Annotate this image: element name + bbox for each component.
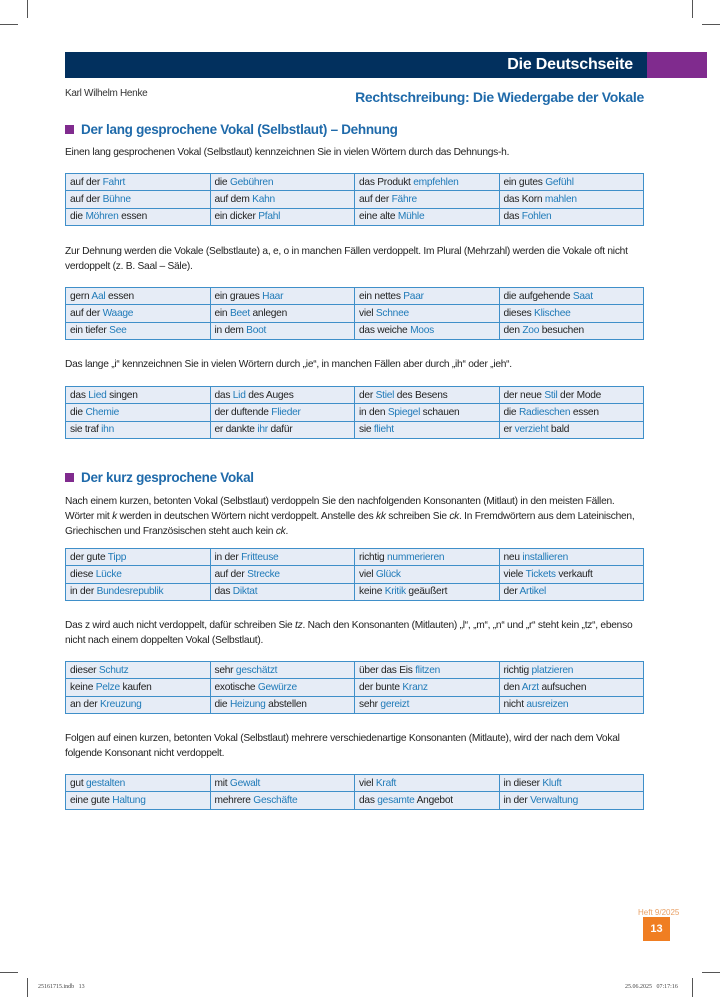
table-cell (210, 191, 355, 208)
highlighted-word: Kraft (375, 777, 397, 789)
paragraph-text: Nach einem kurzen, betonten Vokal (Selbstlaut) verdoppeln Sie den nachfolgenden Konsonanten (Mitlaut) in den meisten Fällen. Wörter mit (65, 496, 615, 522)
cell-context: singen (106, 389, 138, 401)
table-cell (66, 792, 211, 809)
table-cell (66, 404, 211, 421)
cell-context: ein gutes (503, 176, 546, 188)
cell-context: exotische (214, 681, 258, 693)
highlighted-word: Glück (375, 568, 401, 580)
italic-term: ck (275, 526, 286, 537)
paragraph-text: . In Fremdwörtern aus dem Lateinischen, Griechischen und Französischen steht auch kein (65, 511, 635, 537)
highlighted-word: Moos (410, 325, 434, 337)
highlighted-word: mahlen (544, 193, 577, 205)
highlighted-word: Pfahl (258, 211, 281, 223)
section-heading-text: Der kurz gesprochene Vokal (81, 470, 254, 485)
cell-context: essen (118, 211, 147, 223)
cell-context: diese (70, 568, 96, 580)
cell-context: das (503, 211, 522, 223)
table-row (66, 583, 644, 600)
square-bullet-icon (65, 125, 74, 134)
cell-context: das Korn (503, 193, 545, 205)
cell-context: der neue (503, 389, 545, 401)
cell-context: dieses (503, 307, 535, 319)
cell-context: das weiche (359, 325, 411, 337)
highlighted-word: Stil (544, 389, 558, 401)
table-cell (66, 421, 211, 438)
table-row (66, 421, 644, 438)
table-cell (210, 421, 355, 438)
cell-context: das (70, 389, 89, 401)
cell-context: das (214, 389, 233, 401)
highlighted-word: Tipp (107, 551, 127, 563)
slug-file: 25161715.indb 13 (38, 984, 85, 990)
cell-context: eine gute (70, 794, 113, 806)
table-cell (499, 679, 644, 696)
table-cell (355, 191, 500, 208)
table-cell (66, 583, 211, 600)
cell-context: auf der (70, 193, 103, 205)
highlighted-word: Möhren (85, 211, 119, 223)
highlighted-word: Haar (262, 290, 284, 302)
table-cell (210, 792, 355, 809)
highlighted-word: Heizung (229, 699, 266, 711)
cell-context: Angebot (414, 794, 453, 806)
paragraph: Folgen auf einen kurzen, betonten Vokal (Selbstlaut) mehrere verschiedenartige Konsonanten (Mitlaute), wird der nach dem Vokal folgende Konsonant nicht verdoppelt. (65, 733, 620, 759)
crop-mark (27, 0, 28, 18)
cell-context: ein nettes (359, 290, 404, 302)
cell-context: sie traf (70, 424, 102, 436)
cell-context: anlegen (249, 307, 287, 319)
table-row (66, 208, 644, 225)
paragraph-text: . Nach den Konsonanten (Mitlauten) „l“, „m“, „n“ und „r“ steht kein „tz“, ebenso nicht nach einem doppelten Vokal (Selbstlaut). (65, 620, 633, 646)
table-row (66, 191, 644, 208)
paragraph-text: werden in deutschen Wörtern nicht verdoppelt. Anstelle des (116, 511, 376, 522)
page-title: Rechtschreibung: Die Wiedergabe der Vokale (355, 89, 644, 105)
cell-context: die (503, 406, 519, 418)
highlighted-word: gereizt (380, 699, 410, 711)
cell-context: abstellen (265, 699, 307, 711)
highlighted-word: empfehlen (413, 176, 459, 188)
cell-context: gern (70, 290, 92, 302)
table-cell (499, 549, 644, 566)
highlighted-word: Spiegel (387, 406, 421, 418)
highlighted-word: Kritik (384, 586, 406, 598)
cell-context: der gute (70, 551, 108, 563)
table-cell (355, 387, 500, 404)
highlighted-word: See (109, 325, 127, 337)
table-cell (66, 322, 211, 339)
table-cell (355, 662, 500, 679)
italic-term: tz (295, 620, 303, 631)
cell-context: ein graues (214, 290, 263, 302)
highlighted-word: Gefühl (545, 176, 574, 188)
highlighted-word: Stiel (375, 389, 395, 401)
crop-mark (692, 978, 693, 997)
table-cell (355, 679, 500, 696)
table-cell (355, 404, 500, 421)
table-row (66, 679, 644, 696)
table-cell (66, 549, 211, 566)
highlighted-word: nummerieren (387, 551, 445, 563)
highlighted-word: Kluft (542, 777, 562, 789)
highlighted-word: Chemie (85, 406, 120, 418)
author-name: Karl Wilhelm Henke (65, 88, 148, 99)
table-cell (499, 387, 644, 404)
cell-context: der bunte (359, 681, 403, 693)
cell-context: auf der (214, 568, 248, 580)
cell-context: in der (503, 794, 531, 806)
cell-context: in dem (214, 325, 247, 337)
table-row (66, 322, 644, 339)
word-table (65, 386, 644, 439)
page-number: 13 (643, 917, 670, 941)
cell-context: geäußert (405, 586, 448, 598)
highlighted-word: Saat (572, 290, 593, 302)
cell-context: auf dem (214, 193, 253, 205)
cell-context: an der (70, 699, 100, 711)
cell-context: dieser (70, 664, 99, 676)
banner-title: Die Deutschseite (65, 52, 647, 78)
section-heading-text: Der lang gesprochene Vokal (Selbstlaut) – Dehnung (81, 122, 398, 137)
table-cell (355, 174, 500, 191)
cell-context: essen (105, 290, 134, 302)
highlighted-word: ausreizen (526, 699, 569, 711)
italic-term: ck (449, 511, 460, 522)
table-cell (210, 404, 355, 421)
section-heading (65, 470, 254, 485)
table-row (66, 792, 644, 809)
highlighted-word: Boot (246, 325, 267, 337)
paragraph: Das lange „i“ kennzeichnen Sie in vielen Wörtern durch „ie“, in manchen Fällen aber durch „ih“ oder „ieh“. (65, 359, 512, 370)
cell-context: gut (70, 777, 86, 789)
cell-context: in dieser (503, 777, 543, 789)
table-cell (210, 322, 355, 339)
highlighted-word: verzieht (514, 424, 549, 436)
table-cell (355, 322, 500, 339)
cell-context: ein tiefer (70, 325, 110, 337)
cell-context: das (359, 794, 378, 806)
highlighted-word: Diktat (232, 586, 258, 598)
highlighted-word: Haltung (112, 794, 146, 806)
cell-context: die aufgehende (503, 290, 573, 302)
word-table (65, 287, 644, 340)
table-cell (66, 288, 211, 305)
highlighted-word: Gewalt (229, 777, 261, 789)
table-cell (66, 208, 211, 225)
italic-term: k (112, 511, 117, 522)
table-cell (210, 566, 355, 583)
cell-context: sehr (214, 664, 236, 676)
issue-label: Heft 9/2025 (638, 908, 680, 917)
highlighted-word: flieht (373, 424, 394, 436)
highlighted-word: ihr (257, 424, 268, 436)
highlighted-word: Kreuzung (99, 699, 142, 711)
table-cell (499, 792, 644, 809)
cell-context: keine (359, 586, 385, 598)
paragraph (65, 618, 645, 648)
highlighted-word: gesamte (377, 794, 415, 806)
highlighted-word: Strecke (247, 568, 280, 580)
cell-context: auf der (359, 193, 392, 205)
banner-accent (647, 52, 707, 78)
table-cell (66, 696, 211, 713)
cell-context: nicht (503, 699, 527, 711)
table-row (66, 662, 644, 679)
table-cell (66, 191, 211, 208)
cell-context: richtig (359, 551, 388, 563)
cell-context: der (359, 389, 376, 401)
cell-context: die (70, 211, 86, 223)
crop-mark (27, 978, 28, 997)
cell-context: der Mode (557, 389, 602, 401)
cell-context: das (214, 586, 233, 598)
highlighted-word: Arzt (521, 681, 539, 693)
highlighted-word: Lücke (95, 568, 122, 580)
cell-context: über das Eis (359, 664, 416, 676)
highlighted-word: gestalten (86, 777, 126, 789)
cell-context: in der (214, 551, 242, 563)
table-cell (210, 679, 355, 696)
table-cell (499, 305, 644, 322)
highlighted-word: Schnee (375, 307, 409, 319)
table-row (66, 305, 644, 322)
table-cell (210, 549, 355, 566)
cell-context: sie (359, 424, 374, 436)
paragraph-text: . (285, 526, 289, 537)
cell-context: mit (214, 777, 230, 789)
table-cell (355, 583, 500, 600)
highlighted-word: Tickets (525, 568, 556, 580)
highlighted-word: Fritteuse (241, 551, 279, 563)
table-row (66, 404, 644, 421)
highlighted-word: Gewürze (257, 681, 297, 693)
table-cell (499, 583, 644, 600)
italic-term: kk (376, 511, 386, 522)
cell-context: mehrere (214, 794, 254, 806)
table-cell (210, 288, 355, 305)
cell-context: auf der (70, 307, 103, 319)
highlighted-word: Fähre (391, 193, 417, 205)
cell-context: eine alte (359, 211, 398, 223)
table-cell (66, 174, 211, 191)
crop-mark (0, 24, 18, 25)
cell-context: die (70, 406, 86, 418)
table-cell (499, 288, 644, 305)
highlighted-word: Kranz (402, 681, 428, 693)
table-cell (66, 662, 211, 679)
cell-context: des Besens (394, 389, 448, 401)
highlighted-word: Paar (403, 290, 424, 302)
cell-context: auf der (70, 176, 103, 188)
cell-context: den (503, 681, 522, 693)
cell-context: des Auges (245, 389, 294, 401)
cell-context: viel (359, 568, 376, 580)
cell-context: den (503, 325, 523, 337)
square-bullet-icon (65, 473, 74, 482)
cell-context: viel (359, 777, 376, 789)
paragraph-text: Das z wird auch nicht verdoppelt, dafür schreiben Sie (65, 620, 295, 631)
highlighted-word: Beet (229, 307, 250, 319)
cell-context: er dankte (214, 424, 258, 436)
cell-context: dafür (267, 424, 293, 436)
table-cell (355, 288, 500, 305)
word-table (65, 774, 644, 810)
cell-context: der duftende (214, 406, 272, 418)
table-cell (499, 662, 644, 679)
table-cell (210, 583, 355, 600)
paragraph: Einen lang gesprochenen Vokal (Selbstlaut) kennzeichnen Sie in vielen Wörtern durch das Dehnungs-h. (65, 147, 510, 158)
cell-context: die (214, 699, 230, 711)
highlighted-word: Aal (91, 290, 106, 302)
cell-context: schauen (420, 406, 460, 418)
cell-context: sehr (359, 699, 381, 711)
table-cell (355, 208, 500, 225)
cell-context: besuchen (539, 325, 584, 337)
table-cell (355, 305, 500, 322)
table-row (66, 549, 644, 566)
table-cell (210, 775, 355, 792)
table-row (66, 566, 644, 583)
table-cell (66, 305, 211, 322)
cell-context: kaufen (119, 681, 152, 693)
highlighted-word: geschätzt (235, 664, 278, 676)
table-cell (499, 566, 644, 583)
highlighted-word: Waage (102, 307, 134, 319)
highlighted-word: ihn (101, 424, 115, 436)
table-row (66, 775, 644, 792)
table-cell (66, 679, 211, 696)
highlighted-word: Zoo (522, 325, 540, 337)
table-cell (210, 305, 355, 322)
highlighted-word: Fohlen (521, 211, 552, 223)
section-heading (65, 122, 398, 137)
table-cell (355, 696, 500, 713)
table-row (66, 174, 644, 191)
cell-context: bald (548, 424, 570, 436)
highlighted-word: Bundesrepublik (96, 586, 164, 598)
cell-context: viele (503, 568, 526, 580)
highlighted-word: installieren (522, 551, 569, 563)
table-cell (355, 421, 500, 438)
highlighted-word: Bühne (102, 193, 131, 205)
cell-context: ein (214, 307, 230, 319)
table-cell (499, 696, 644, 713)
crop-mark (702, 972, 720, 973)
table-cell (499, 191, 644, 208)
highlighted-word: Lied (88, 389, 107, 401)
paragraph-text: schreiben Sie (385, 511, 450, 522)
cell-context: die (214, 176, 230, 188)
cell-context: ein dicker (214, 211, 259, 223)
cell-context: viel (359, 307, 376, 319)
crop-mark (0, 972, 18, 973)
cell-context: das Produkt (359, 176, 414, 188)
cell-context: neu (503, 551, 523, 563)
table-row (66, 387, 644, 404)
highlighted-word: Mühle (397, 211, 425, 223)
paragraph: Zur Dehnung werden die Vokale (Selbstlaute) a, e, o in manchen Fällen verdoppelt. Im Plural (Mehrzahl) werden die Vokale oft nicht verdoppelt (z. B. Saal – Säle). (65, 246, 628, 272)
cell-context: in den (359, 406, 388, 418)
cell-context: der (503, 586, 520, 598)
table-cell (355, 549, 500, 566)
highlighted-word: platzieren (531, 664, 574, 676)
table-cell (210, 174, 355, 191)
table-cell (499, 404, 644, 421)
table-cell (66, 566, 211, 583)
table-row (66, 696, 644, 713)
cell-context: verkauft (555, 568, 593, 580)
table-cell (210, 208, 355, 225)
table-cell (210, 387, 355, 404)
table-cell (499, 174, 644, 191)
table-cell (210, 662, 355, 679)
highlighted-word: Fahrt (102, 176, 126, 188)
highlighted-word: Gebühren (229, 176, 274, 188)
header-banner (65, 52, 707, 78)
table-cell (66, 387, 211, 404)
highlighted-word: Kahn (252, 193, 275, 205)
highlighted-word: Radieschen (518, 406, 571, 418)
word-table (65, 661, 644, 714)
word-table (65, 548, 644, 601)
cell-context: richtig (503, 664, 532, 676)
paragraph (65, 494, 645, 539)
table-cell (66, 775, 211, 792)
table-cell (499, 775, 644, 792)
cell-context: er (503, 424, 515, 436)
highlighted-word: Schutz (98, 664, 129, 676)
highlighted-word: Verwaltung (530, 794, 578, 806)
table-cell (355, 775, 500, 792)
highlighted-word: Artikel (519, 586, 547, 598)
highlighted-word: Lid (232, 389, 246, 401)
table-cell (499, 421, 644, 438)
slug-date: 25.06.2025 07:17:16 (625, 984, 678, 990)
highlighted-word: Pelze (95, 681, 120, 693)
word-table (65, 173, 644, 226)
table-row (66, 288, 644, 305)
cell-context: essen (570, 406, 599, 418)
crop-mark (692, 0, 693, 18)
highlighted-word: Geschäfte (253, 794, 298, 806)
table-cell (499, 322, 644, 339)
highlighted-word: flitzen (415, 664, 441, 676)
highlighted-word: Klischee (534, 307, 571, 319)
table-cell (355, 792, 500, 809)
crop-mark (702, 24, 720, 25)
cell-context: in der (70, 586, 97, 598)
cell-context: keine (70, 681, 96, 693)
highlighted-word: Flieder (271, 406, 301, 418)
table-cell (210, 696, 355, 713)
table-cell (499, 208, 644, 225)
table-cell (355, 566, 500, 583)
cell-context: aufsuchen (538, 681, 587, 693)
